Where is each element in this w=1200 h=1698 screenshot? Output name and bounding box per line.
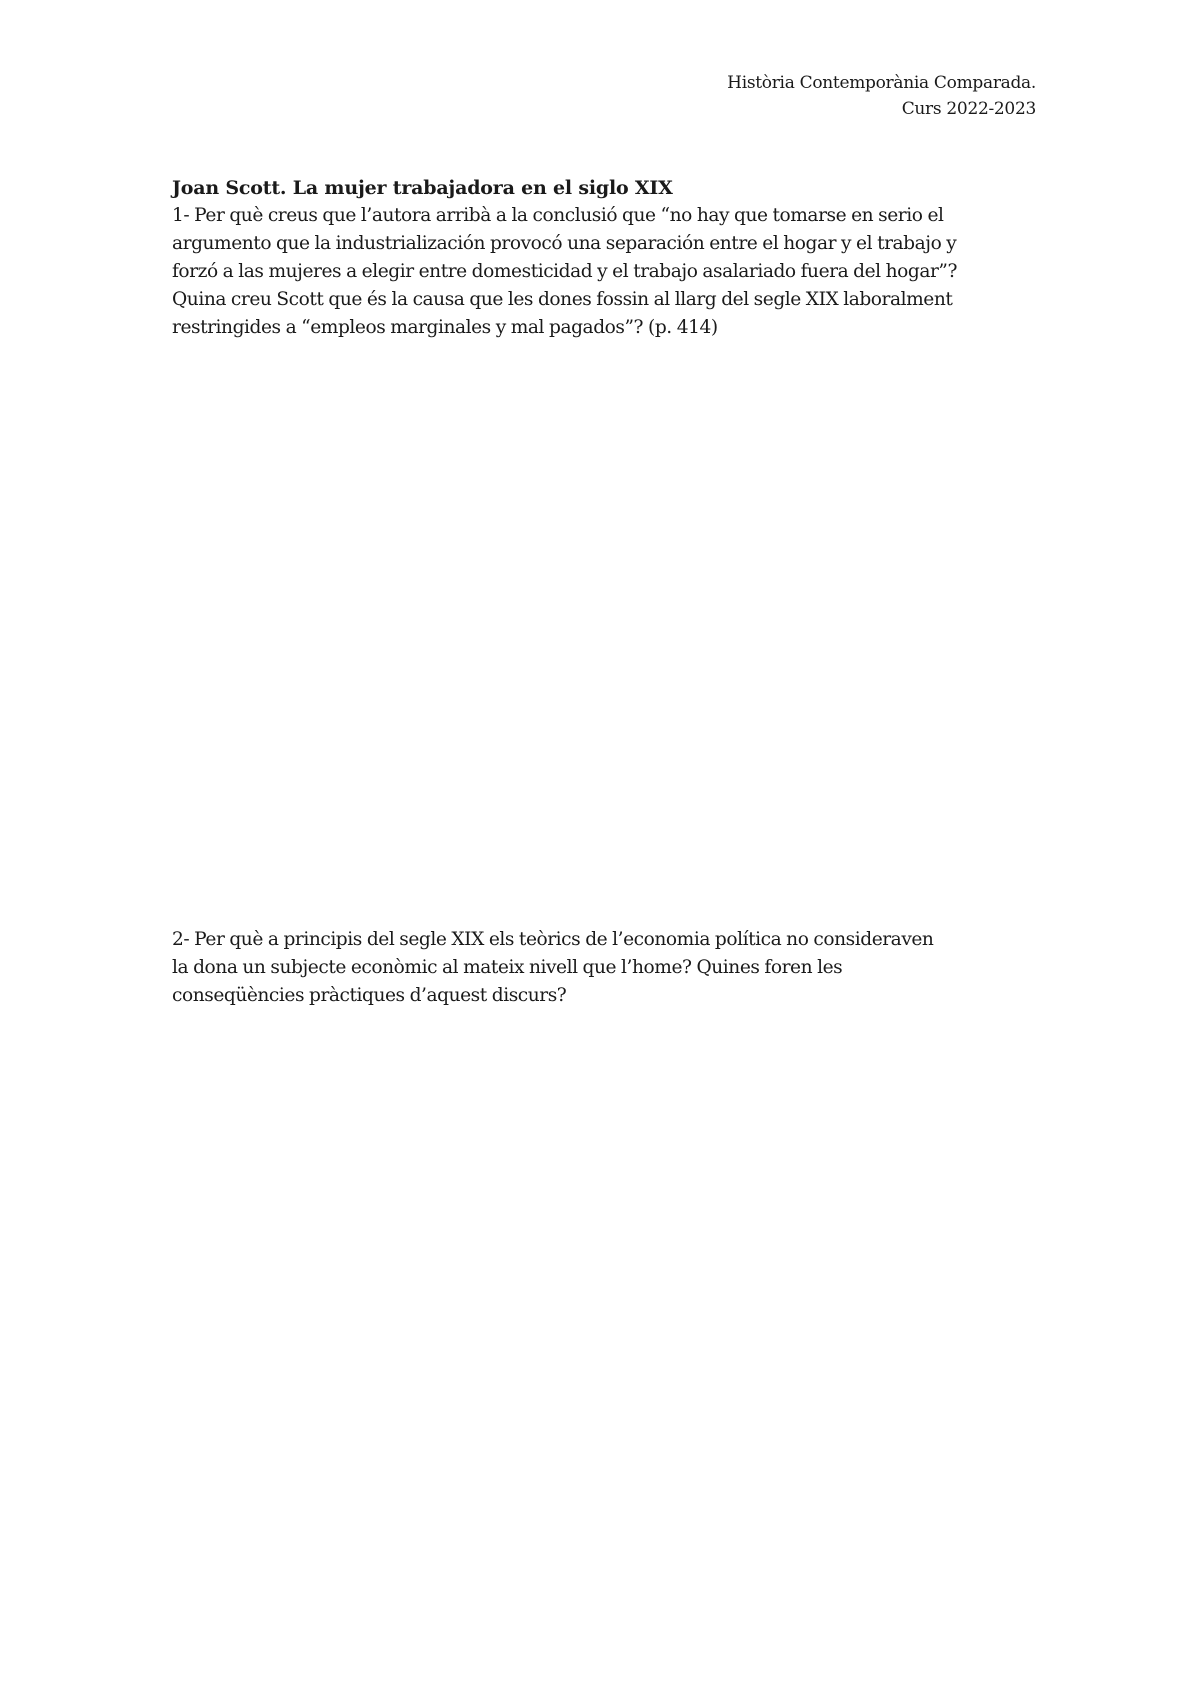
question-line: conseqüències pràctiques d’aquest discurs?: [172, 985, 567, 1006]
course-name: Història Contemporània Comparada.: [727, 73, 1036, 93]
question-line: la dona un subjecte econòmic al mateix nivell que l’home? Quines foren les: [172, 957, 843, 978]
document-title: Joan Scott. La mujer trabajadora en el siglo XIX: [172, 177, 673, 199]
question-line: Quina creu Scott que és la causa que les dones fossin al llarg del segle XIX laboralment: [172, 289, 953, 310]
question-line: 2- Per què a principis del segle XIX els teòrics de l’economia política no consideraven: [172, 929, 934, 950]
question-line: argumento que la industrialización provocó una separación entre el hogar y el trabajo y: [172, 233, 957, 254]
course-header: [727, 70, 1036, 122]
question-line: forzó a las mujeres a elegir entre domesticidad y el trabajo asalariado fuera del hogar”?: [172, 261, 958, 282]
question-2-text: [172, 926, 1042, 1010]
question-line: restringides a “empleos marginales y mal pagados”? (p. 414): [172, 317, 718, 338]
question-1-block: [172, 174, 1042, 342]
question-1-text: [172, 202, 1042, 342]
question-2-block: [172, 926, 1042, 1010]
question-line: 1- Per què creus que l’autora arribà a la conclusió que “no hay que tomarse en serio el: [172, 205, 944, 226]
course-year: Curs 2022-2023: [901, 99, 1036, 119]
